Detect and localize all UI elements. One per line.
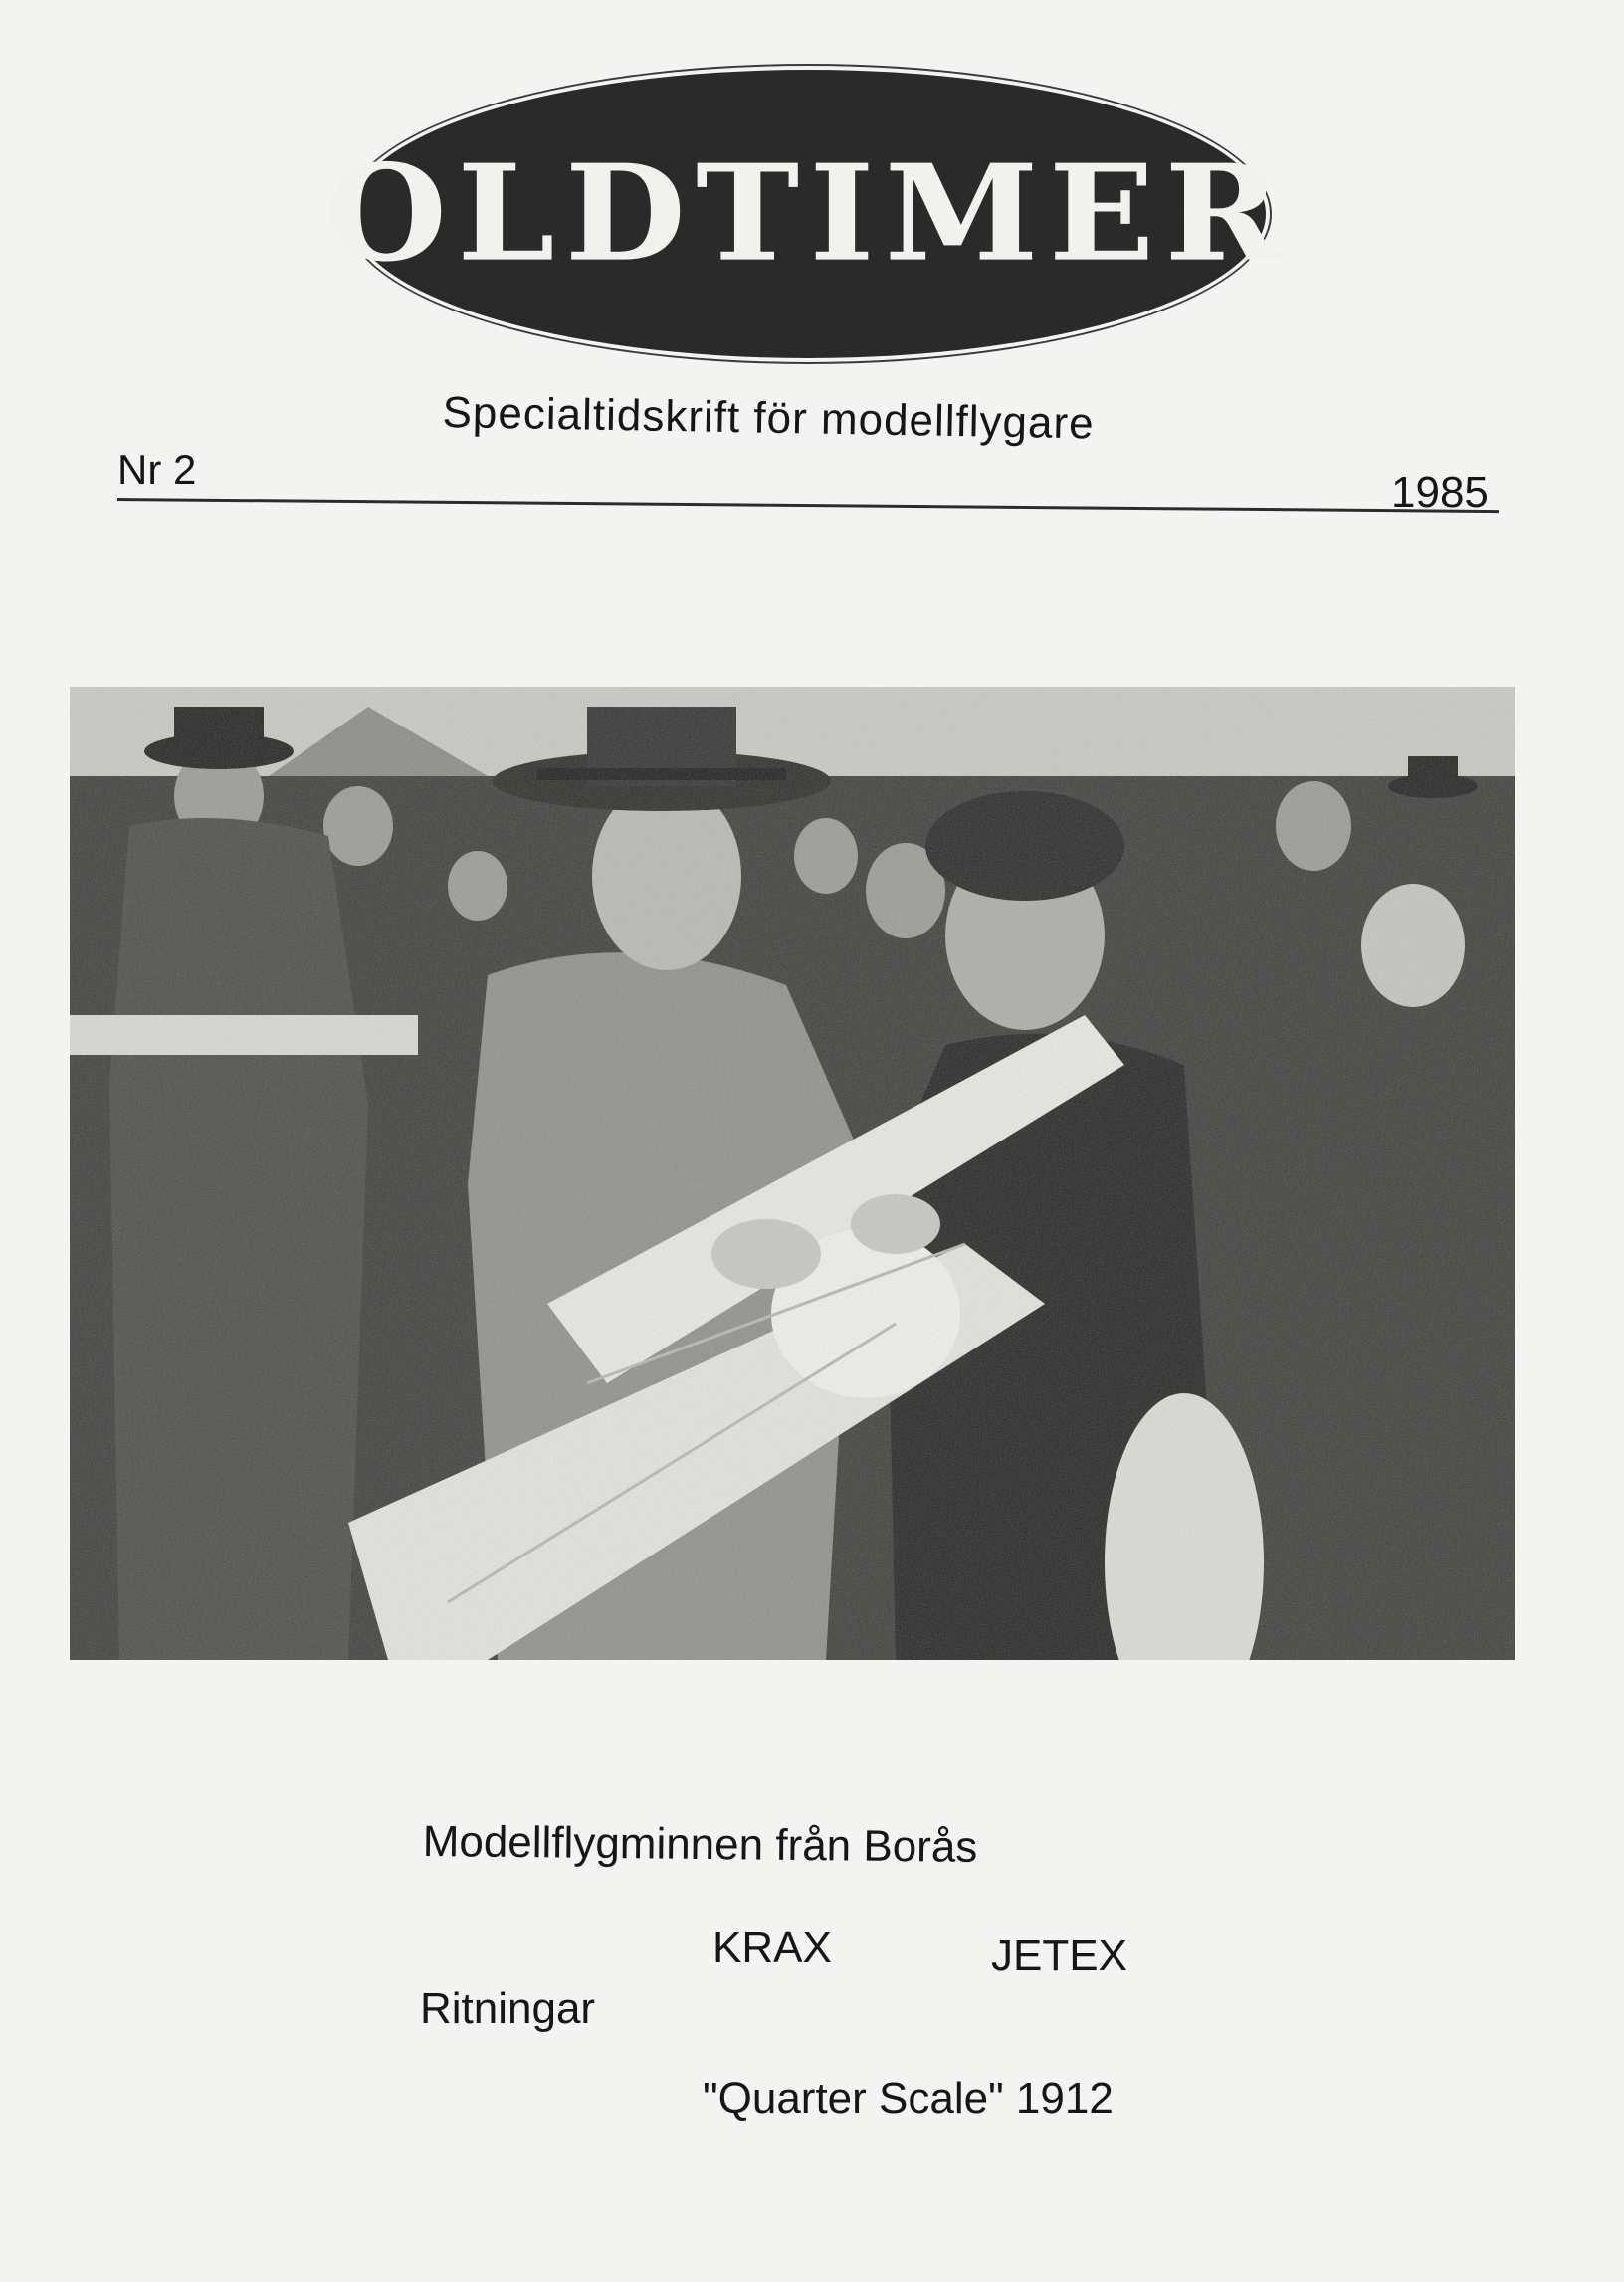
cover-photograph	[70, 687, 1515, 1660]
logo-text: OLDTIMER	[325, 136, 1291, 292]
plans-label: Ritningar	[420, 1984, 596, 2033]
header-rule	[117, 498, 1499, 513]
masthead-logo	[325, 70, 1291, 358]
issue-number: Nr 2	[117, 446, 197, 493]
feature-headline: Modellflygminnen från Borås	[422, 1817, 978, 1872]
plan-jetex: JETEX	[991, 1931, 1127, 1979]
masthead-subtitle: Specialtidskrift för modellflygare	[442, 388, 1096, 449]
photograph-icon	[70, 687, 1515, 1660]
issue-year: 1985	[1391, 468, 1489, 517]
plan-quarter-scale: "Quarter Scale" 1912	[703, 2074, 1114, 2123]
plan-krax: KRAX	[712, 1923, 832, 1971]
